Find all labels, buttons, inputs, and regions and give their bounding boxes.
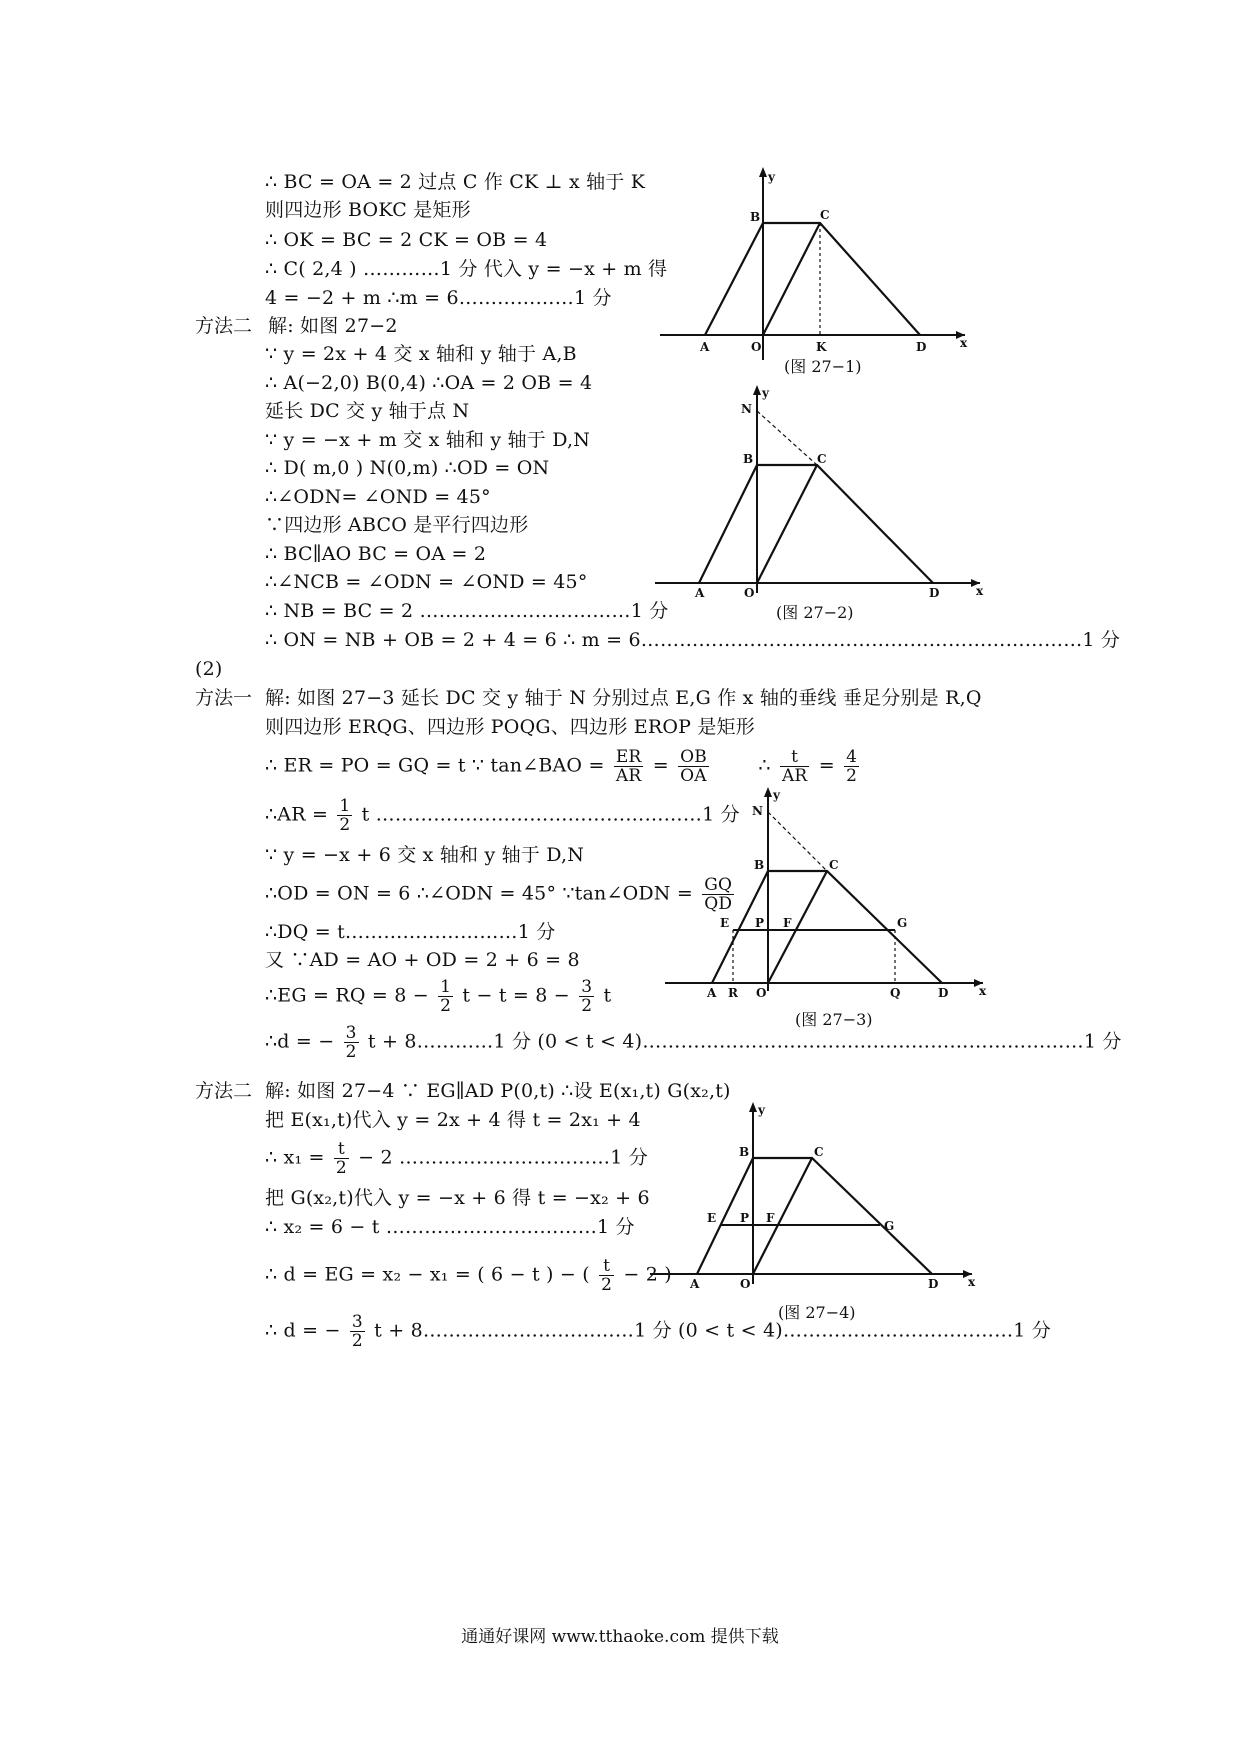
numerator: t <box>599 1257 614 1276</box>
fraction <box>438 978 453 1015</box>
denominator: OA <box>680 766 707 786</box>
text-line: 解: 如图 27−2 <box>268 315 398 337</box>
label: x <box>960 336 968 350</box>
segment-NC <box>768 812 827 871</box>
label: C <box>829 858 839 872</box>
trapezoid <box>697 1158 932 1274</box>
numerator: 4 <box>846 747 858 767</box>
text-line: 又 ∵AD = AO + OD = 2 + 6 = 8 <box>265 949 580 971</box>
figure-27-4 <box>650 1100 980 1294</box>
label: Q <box>890 986 901 1000</box>
segment-OC <box>768 871 827 983</box>
arrow-icon <box>753 385 761 395</box>
label: F <box>766 1211 775 1225</box>
numerator: 1 <box>440 977 452 997</box>
fraction <box>579 978 594 1015</box>
text-line: ∵ y = 2x + 4 交 x 轴和 y 轴于 A,B <box>265 343 577 365</box>
trapezoid <box>699 465 933 583</box>
text-segment: ∴EG = RQ = 8 − <box>265 984 429 1007</box>
figure-27-3 <box>665 785 985 999</box>
equation-line <box>265 1257 672 1294</box>
text-line: 把 E(x₁,t)代入 y = 2x + 4 得 t = 2x₁ + 4 <box>265 1109 641 1131</box>
label: D <box>929 586 940 600</box>
text-line: 4 = −2 + m ∴m = 6………………1 分 <box>265 287 612 309</box>
label: K <box>816 340 827 354</box>
footer-text: 通通好课网 www.tthaoke.com 提供下载 <box>461 1627 779 1647</box>
label: x <box>976 584 984 598</box>
text-line: ∴∠ODN= ∠OND = 45° <box>265 486 491 508</box>
text-line: ∴ A(−2,0) B(0,4) ∴OA = 2 OB = 4 <box>265 372 593 394</box>
text-segment: = <box>818 754 835 777</box>
denominator: 2 <box>345 1042 357 1062</box>
denominator: 2 <box>581 996 593 1016</box>
equation-line <box>265 1140 648 1177</box>
label: B <box>750 210 761 224</box>
method-label: 方法二 <box>195 1080 253 1102</box>
label: x <box>979 984 987 998</box>
label: A <box>700 340 710 354</box>
denominator: 2 <box>846 766 858 786</box>
denominator: 2 <box>339 815 351 835</box>
text-line: 解: 如图 27−3 延长 DC 交 y 轴于 N 分别过点 E,G 作 x 轴的垂线 垂足分别是 R,Q <box>265 687 982 709</box>
label: G <box>884 1219 895 1233</box>
text-segment: ∴ d = − <box>265 1319 341 1342</box>
label: O <box>751 340 762 354</box>
label: N <box>752 804 763 818</box>
equation-line <box>265 1313 1051 1350</box>
text-line: 解: 如图 27−4 ∵ EG∥AD P(0,t) ∴设 E(x₁,t) G(x₂,t) <box>265 1080 731 1102</box>
text-line: ∴ NB = BC = 2 ……………………………1 分 <box>265 600 669 622</box>
text-segment: ∴d = − <box>265 1030 335 1053</box>
label: C <box>817 452 827 466</box>
numerator: t <box>780 748 809 767</box>
label: B <box>754 858 765 872</box>
figure-27-1 <box>660 165 970 369</box>
text-line: 则四边形 ERQG、四边形 POQG、四边形 EROP 是矩形 <box>265 716 755 738</box>
label: E <box>720 916 730 930</box>
trapezoid <box>712 871 942 983</box>
text-line: 把 G(x₂,t)代入 y = −x + 6 得 t = −x₂ + 6 <box>265 1187 650 1209</box>
arrow-icon <box>749 1102 757 1112</box>
text-segment: t − t = 8 − <box>462 984 570 1007</box>
numerator: 3 <box>345 1023 357 1043</box>
label: y <box>758 1103 765 1117</box>
label: y <box>768 170 775 184</box>
text-segment: − 2 ) <box>623 1263 672 1286</box>
text-line: ∴ BC∥AO BC = OA = 2 <box>265 543 487 565</box>
label: D <box>928 1277 939 1291</box>
label: y <box>762 386 769 400</box>
numerator: t <box>334 1140 349 1159</box>
label: A <box>707 986 717 1000</box>
text-segment: t <box>603 984 612 1007</box>
fraction <box>780 748 809 785</box>
label: D <box>938 986 949 1000</box>
label: O <box>740 1277 751 1291</box>
text-segment: t + 8…………1 分 (0 < t < 4)……………………………………………………………1 分 <box>367 1030 1122 1053</box>
text-line: ∴ C( 2,4 ) …………1 分 代入 y = −x + m 得 <box>265 258 668 280</box>
diagram <box>650 1100 980 1290</box>
label: x <box>968 1275 976 1289</box>
method-label: 方法一 <box>195 687 253 709</box>
label: R <box>728 986 738 1000</box>
text-segment: t + 8……………………………1 分 (0 < t < 4)………………………………1 分 <box>374 1319 1052 1342</box>
fraction <box>334 1140 349 1177</box>
label: C <box>820 208 830 222</box>
equation-line <box>265 1024 1122 1061</box>
text-segment: t ……………………………………………1 分 <box>361 803 740 826</box>
text-line: ∴∠NCB = ∠ODN = ∠OND = 45° <box>265 571 588 593</box>
text-segment: − 2 ……………………………1 分 <box>358 1146 648 1169</box>
label: A <box>690 1277 700 1291</box>
text-line: 延长 DC 交 y 轴于点 N <box>265 400 470 422</box>
label: C <box>814 1145 824 1159</box>
fraction <box>678 748 709 785</box>
text-line: ∵ y = −x + m 交 x 轴和 y 轴于 D,N <box>265 429 591 451</box>
text-segment: ∴ <box>758 754 771 777</box>
diagram <box>665 785 987 1000</box>
text-segment: ∴ ER = PO = GQ = t ∵ tan∠BAO = <box>265 754 605 777</box>
figure-caption: (图 27−4) <box>778 1303 856 1322</box>
numerator: 3 <box>581 977 593 997</box>
label: F <box>783 916 792 930</box>
fraction <box>344 1024 359 1061</box>
fraction <box>844 748 859 785</box>
label: B <box>739 1145 750 1159</box>
equation-line <box>265 748 862 785</box>
label: B <box>743 452 754 466</box>
numerator: OB <box>680 747 707 767</box>
part-label: (2) <box>195 658 223 680</box>
text-line: ∴ x₂ = 6 − t ……………………………1 分 <box>265 1216 635 1238</box>
label: O <box>744 586 755 600</box>
method-label: 方法二 <box>195 315 253 337</box>
denominator: 2 <box>601 1275 613 1295</box>
denominator: 2 <box>335 1158 347 1178</box>
text-line: ∴ BC = OA = 2 过点 C 作 CK ⊥ x 轴于 K <box>265 171 646 193</box>
segment-OC <box>757 465 817 583</box>
text-line: 则四边形 BOKC 是矩形 <box>265 199 471 221</box>
segment-NC <box>757 411 817 465</box>
fraction <box>337 797 352 834</box>
label: G <box>897 916 908 930</box>
text-segment: ∴OD = ON = 6 ∴∠ODN = 45° ∵tan∠ODN = <box>265 882 693 905</box>
figure-caption: (图 27−2) <box>776 603 854 622</box>
arrow-icon <box>764 787 772 797</box>
fraction <box>614 748 644 785</box>
arrow-icon <box>759 167 767 177</box>
text-line: ∴ OK = BC = 2 CK = OB = 4 <box>265 229 548 251</box>
text-segment: ∴ x₁ = <box>265 1146 325 1169</box>
numerator: 1 <box>339 796 351 816</box>
denominator: AR <box>781 766 808 786</box>
figure-caption: (图 27−1) <box>784 357 862 376</box>
text-segment: ∴AR = <box>265 803 329 826</box>
text-line: ∵ y = −x + 6 交 x 轴和 y 轴于 D,N <box>265 844 585 866</box>
fraction <box>599 1257 614 1294</box>
denominator: 2 <box>440 996 452 1016</box>
text-line: ∴ ON = NB + OB = 2 + 4 = 6 ∴ m = 6……………………………………………………………1 分 <box>265 629 1121 651</box>
text-line: ∴DQ = t………………………1 分 <box>265 921 556 943</box>
figure-27-2 <box>655 383 985 600</box>
label: P <box>740 1211 750 1225</box>
diagram <box>655 383 985 600</box>
segment-OC <box>753 1158 812 1274</box>
equation-line <box>265 978 611 1015</box>
label: N <box>741 402 752 416</box>
denominator: 2 <box>351 1331 363 1351</box>
fraction <box>350 1313 365 1350</box>
text-segment: = <box>652 754 669 777</box>
denominator: AR <box>615 766 642 786</box>
label: y <box>773 788 780 802</box>
figure-caption: (图 27−3) <box>795 1010 873 1029</box>
text-segment: ∴ d = EG = x₂ − x₁ = ( 6 − t ) − ( <box>265 1263 590 1286</box>
label: A <box>695 586 705 600</box>
numerator: 3 <box>351 1312 363 1332</box>
numerator: GQ <box>702 876 734 895</box>
label: O <box>756 986 767 1000</box>
text-line: ∵四边形 ABCO 是平行四边形 <box>265 514 529 536</box>
label: D <box>916 340 927 354</box>
text-line: ∴ D( m,0 ) N(0,m) ∴OD = ON <box>265 457 550 479</box>
denominator: QD <box>704 894 733 914</box>
diagram <box>660 165 970 365</box>
label: E <box>707 1211 717 1225</box>
segment-OC <box>763 223 820 335</box>
numerator: ER <box>615 747 642 767</box>
label: P <box>755 916 765 930</box>
